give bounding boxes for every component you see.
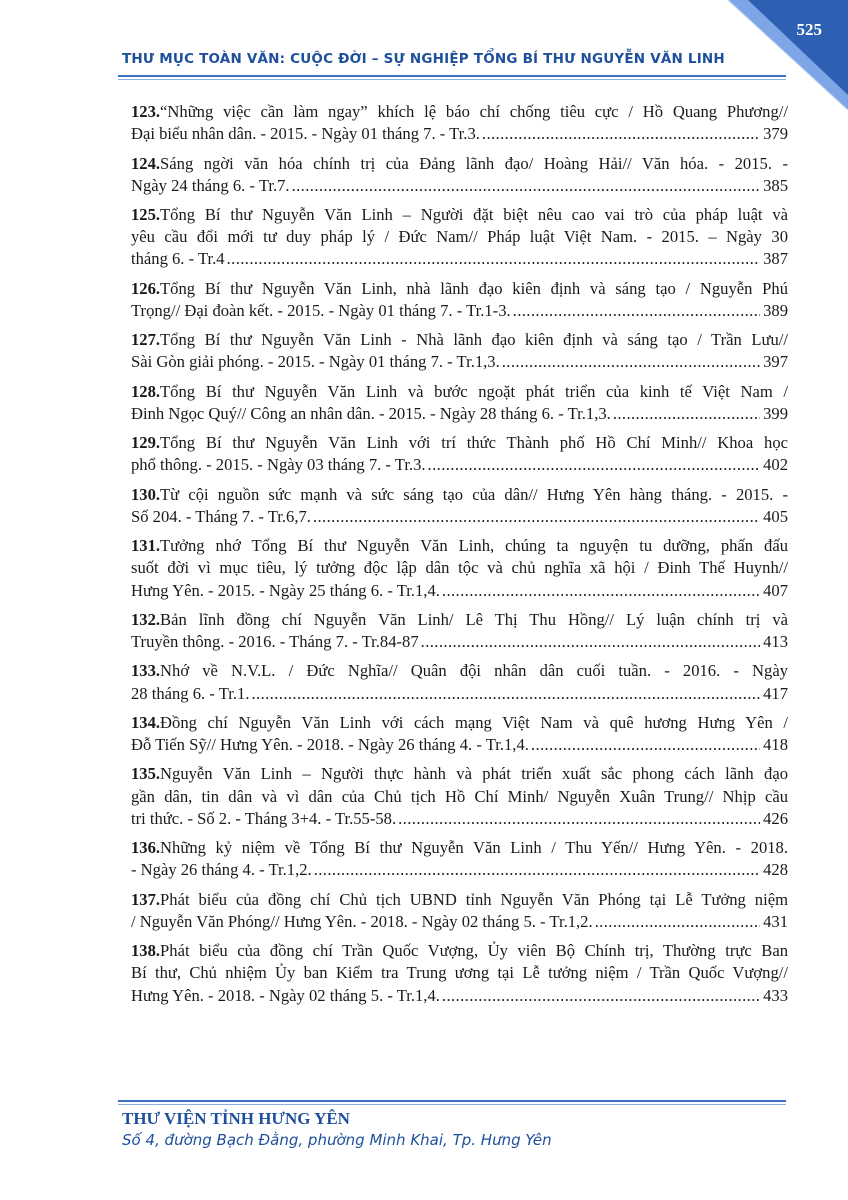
entry-line	[131, 226, 788, 248]
entry-text: Đại biểu nhân dân. - 2015. - Ngày 01 tháng 7. - Tr.3.	[131, 124, 480, 144]
bibliography-entry	[131, 329, 788, 373]
entry-last-line	[131, 859, 788, 881]
bibliography-entry	[131, 153, 788, 197]
entry-last-line	[131, 683, 788, 705]
footer-library-name: THƯ VIỆN TỈNH HƯNG YÊN	[122, 1109, 350, 1128]
dot-leader	[442, 580, 760, 602]
entry-page-number: 405	[763, 506, 788, 526]
entry-text: Từ cội nguồn sức mạnh và sức sáng tạo của dân// Hưng Yên hàng tháng. - 2015. -	[160, 484, 788, 504]
entry-last-line	[131, 580, 788, 602]
bibliography-entry	[131, 712, 788, 756]
entry-text: Hưng Yên. - 2018. - Ngày 02 tháng 5. - Tr.1,4.	[131, 985, 440, 1005]
entry-text: tháng 6. - Tr.4	[131, 249, 225, 269]
entry-text: Tổng Bí thư Nguyễn Văn Linh, nhà lãnh đạo kiên định và sáng tạo / Nguyễn Phú	[160, 278, 788, 298]
entry-page-number: 399	[763, 403, 788, 423]
entry-page-number: 387	[763, 249, 788, 269]
entry-text: Bí thư, Chủ nhiệm Ủy ban Kiểm tra Trung ương tại Lễ tưởng niệm / Trần Quốc Vượng//	[131, 963, 788, 983]
entry-number: 130.	[131, 484, 161, 504]
entry-text: Đồng chí Nguyễn Văn Linh với cách mạng Việt Nam và quê hương Hưng Yên /	[160, 712, 788, 732]
entry-line	[131, 940, 788, 962]
bibliography-entry	[131, 278, 788, 322]
entry-page-number: 431	[763, 911, 788, 931]
entry-last-line	[131, 985, 788, 1007]
entry-text: tri thức. - Số 2. - Tháng 3+4. - Tr.55-58.	[131, 808, 397, 828]
bibliography-entry	[131, 101, 788, 145]
bibliography-entry	[131, 837, 788, 881]
entry-number: 135.	[131, 764, 161, 784]
bibliography-list	[131, 101, 788, 1014]
bibliography-entry	[131, 381, 788, 425]
entry-text: “Những việc cần làm ngay” khích lệ báo chí chống tiêu cực / Hồ Quang Phương//	[160, 102, 788, 121]
entry-text: Trọng// Đại đoàn kết. - 2015. - Ngày 01 tháng 7. - Tr.1-3.	[131, 300, 511, 320]
footer-rule-thin	[118, 1104, 786, 1105]
entry-line	[131, 329, 788, 351]
bibliography-entry	[131, 889, 788, 933]
dot-leader	[531, 734, 760, 756]
entry-text: Tưởng nhớ Tổng Bí thư Nguyễn Văn Linh, chúng ta nguyện tu dưỡng, phấn đấu	[160, 536, 788, 556]
entry-text: Sáng ngời văn hóa chính trị của Đảng lãnh đạo/ Hoàng Hải// Văn hóa. - 2015. -	[160, 153, 788, 173]
entry-number: 131.	[131, 536, 161, 556]
entry-last-line	[131, 175, 788, 197]
bibliography-entry	[131, 204, 788, 271]
entry-line	[131, 153, 788, 175]
header-rule-thin	[118, 79, 786, 80]
entry-text: Hưng Yên. - 2015. - Ngày 25 tháng 6. - Tr.1,4.	[131, 580, 440, 600]
entry-text: Nhớ về N.V.L. / Đức Nghĩa// Quân đội nhân dân cuối tuần. - 2016. - Ngày	[160, 661, 788, 681]
entry-page-number: 418	[763, 735, 788, 755]
entry-last-line	[131, 454, 788, 476]
entry-last-line	[131, 506, 788, 528]
dot-leader	[613, 403, 760, 425]
dot-leader	[227, 248, 761, 270]
entry-text: Bản lĩnh đồng chí Nguyễn Văn Linh/ Lê Thị Thu Hồng// Lý luận chính trị và	[160, 609, 788, 629]
entry-line	[131, 660, 788, 682]
dot-leader	[482, 123, 760, 145]
entry-number: 137.	[131, 889, 161, 909]
dot-leader	[442, 985, 760, 1007]
entry-page-number: 379	[763, 124, 788, 144]
entry-number: 123.	[131, 102, 161, 121]
entry-text: suốt đời vì mục tiêu, lý tưởng độc lập dân tộc và chủ nghĩa xã hội / Đinh Thế Huynh//	[131, 558, 788, 578]
dot-leader	[398, 808, 760, 830]
entry-text: 28 tháng 6. - Tr.1.	[131, 683, 250, 703]
entry-last-line	[131, 300, 788, 322]
entry-number: 132.	[131, 609, 161, 629]
header-rule	[118, 75, 786, 77]
entry-line	[131, 609, 788, 631]
dot-leader	[292, 175, 761, 197]
entry-text: phổ thông. - 2015. - Ngày 03 tháng 7. - Tr.3.	[131, 455, 426, 475]
entry-line	[131, 535, 788, 557]
entry-line	[131, 889, 788, 911]
dot-leader	[428, 454, 761, 476]
bibliography-entry	[131, 432, 788, 476]
entry-number: 126.	[131, 278, 161, 298]
footer-address: Số 4, đường Bạch Đằng, phường Minh Khai, Tp. Hưng Yên	[122, 1131, 552, 1149]
entry-number: 128.	[131, 381, 161, 401]
entry-text: Phát biểu của đồng chí Trần Quốc Vượng, Ủy viên Bộ Chính trị, Thường trực Ban	[160, 941, 788, 961]
entry-number: 125.	[131, 205, 161, 224]
bibliography-entry	[131, 484, 788, 528]
entry-text: Số 204. - Tháng 7. - Tr.6,7.	[131, 506, 311, 526]
entry-page-number: 433	[763, 985, 788, 1005]
entry-text: Sài Gòn giải phóng. - 2015. - Ngày 01 tháng 7. - Tr.1,3.	[131, 352, 500, 372]
bibliography-entry	[131, 940, 788, 1007]
entry-text: yêu cầu đổi mới tư duy pháp lý / Đức Nam// Pháp luật Việt Nam. - 2015. – Ngày 30	[131, 227, 788, 247]
entry-page-number: 407	[763, 580, 788, 600]
dot-leader	[251, 683, 760, 705]
entry-text: Nguyễn Văn Linh – Người thực hành và phát triển xuất sắc phong cách lãnh đạo	[160, 764, 788, 784]
entry-number: 129.	[131, 433, 161, 453]
dot-leader	[502, 351, 760, 373]
entry-line	[131, 101, 788, 123]
entry-number: 124.	[131, 153, 161, 173]
page-corner-decoration	[708, 0, 848, 110]
entry-page-number: 389	[763, 300, 788, 320]
footer-rule	[118, 1100, 786, 1102]
entry-line	[131, 557, 788, 579]
dot-leader	[313, 506, 760, 528]
bibliography-entry	[131, 660, 788, 704]
entry-last-line	[131, 248, 788, 270]
entry-last-line	[131, 351, 788, 373]
entry-text: Tổng Bí thư Nguyễn Văn Linh và bước ngoặt phát triển của kinh tế Việt Nam /	[160, 381, 788, 401]
entry-line	[131, 786, 788, 808]
entry-number: 136.	[131, 838, 161, 858]
entry-last-line	[131, 734, 788, 756]
entry-text: gần dân, tin dân và vì dân của Chủ tịch Hồ Chí Minh/ Nguyễn Xuân Trung// Nhịp cầu	[131, 786, 788, 806]
entry-text: / Nguyễn Văn Phóng// Hưng Yên. - 2018. - Ngày 02 tháng 5. - Tr.1,2.	[131, 911, 593, 931]
dot-leader	[421, 631, 760, 653]
entry-page-number: 397	[763, 352, 788, 372]
entry-line	[131, 712, 788, 734]
dot-leader	[314, 859, 760, 881]
entry-text: Đinh Ngọc Quý// Công an nhân dân. - 2015. - Ngày 28 tháng 6. - Tr.1,3.	[131, 403, 611, 423]
entry-text: Tổng Bí thư Nguyễn Văn Linh – Người đặt biệt nêu cao vai trò của pháp luật và	[160, 205, 788, 224]
entry-number: 127.	[131, 330, 161, 350]
bibliography-entry	[131, 609, 788, 653]
page-number: 525	[796, 20, 822, 39]
entry-line	[131, 278, 788, 300]
entry-last-line	[131, 123, 788, 145]
entry-line	[131, 204, 788, 226]
entry-page-number: 402	[763, 455, 788, 475]
entry-line	[131, 962, 788, 984]
bibliography-entry	[131, 763, 788, 830]
entry-page-number: 385	[763, 175, 788, 195]
entry-page-number: 413	[763, 632, 788, 652]
running-title: THƯ MỤC TOÀN VĂN: CUỘC ĐỜI – SỰ NGHIỆP TỔNG BÍ THƯ NGUYỄN VĂN LINH	[122, 51, 725, 67]
entry-text: - Ngày 26 tháng 4. - Tr.1,2.	[131, 860, 312, 880]
entry-text: Những kỷ niệm về Tổng Bí thư Nguyễn Văn Linh / Thu Yến// Hưng Yên. - 2018.	[160, 838, 788, 858]
entry-line	[131, 763, 788, 785]
entry-last-line	[131, 631, 788, 653]
bibliography-entry	[131, 535, 788, 602]
entry-text: Tổng Bí thư Nguyễn Văn Linh - Nhà lãnh đạo kiên định và sáng tạo / Trần Lưu//	[160, 330, 788, 350]
entry-text: Truyền thông. - 2016. - Tháng 7. - Tr.84-87	[131, 632, 419, 652]
entry-last-line	[131, 808, 788, 830]
entry-line	[131, 381, 788, 403]
entry-last-line	[131, 403, 788, 425]
entry-page-number: 428	[763, 860, 788, 880]
entry-line	[131, 837, 788, 859]
entry-number: 138.	[131, 941, 161, 961]
entry-number: 134.	[131, 712, 161, 732]
entry-text: Ngày 24 tháng 6. - Tr.7.	[131, 175, 290, 195]
entry-number: 133.	[131, 661, 161, 681]
entry-line	[131, 432, 788, 454]
entry-text: Tổng Bí thư Nguyễn Văn Linh với trí thức Thành phố Hồ Chí Minh// Khoa học	[160, 433, 788, 453]
entry-last-line	[131, 911, 788, 933]
entry-page-number: 417	[763, 683, 788, 703]
entry-text: Đỗ Tiến Sỹ// Hưng Yên. - 2018. - Ngày 26 tháng 4. - Tr.1,4.	[131, 735, 529, 755]
entry-text: Phát biểu của đồng chí Chủ tịch UBND tỉnh Nguyễn Văn Phóng tại Lễ Tưởng niệm	[160, 889, 788, 909]
dot-leader	[513, 300, 760, 322]
dot-leader	[595, 911, 760, 933]
entry-page-number: 426	[763, 808, 788, 828]
entry-line	[131, 484, 788, 506]
